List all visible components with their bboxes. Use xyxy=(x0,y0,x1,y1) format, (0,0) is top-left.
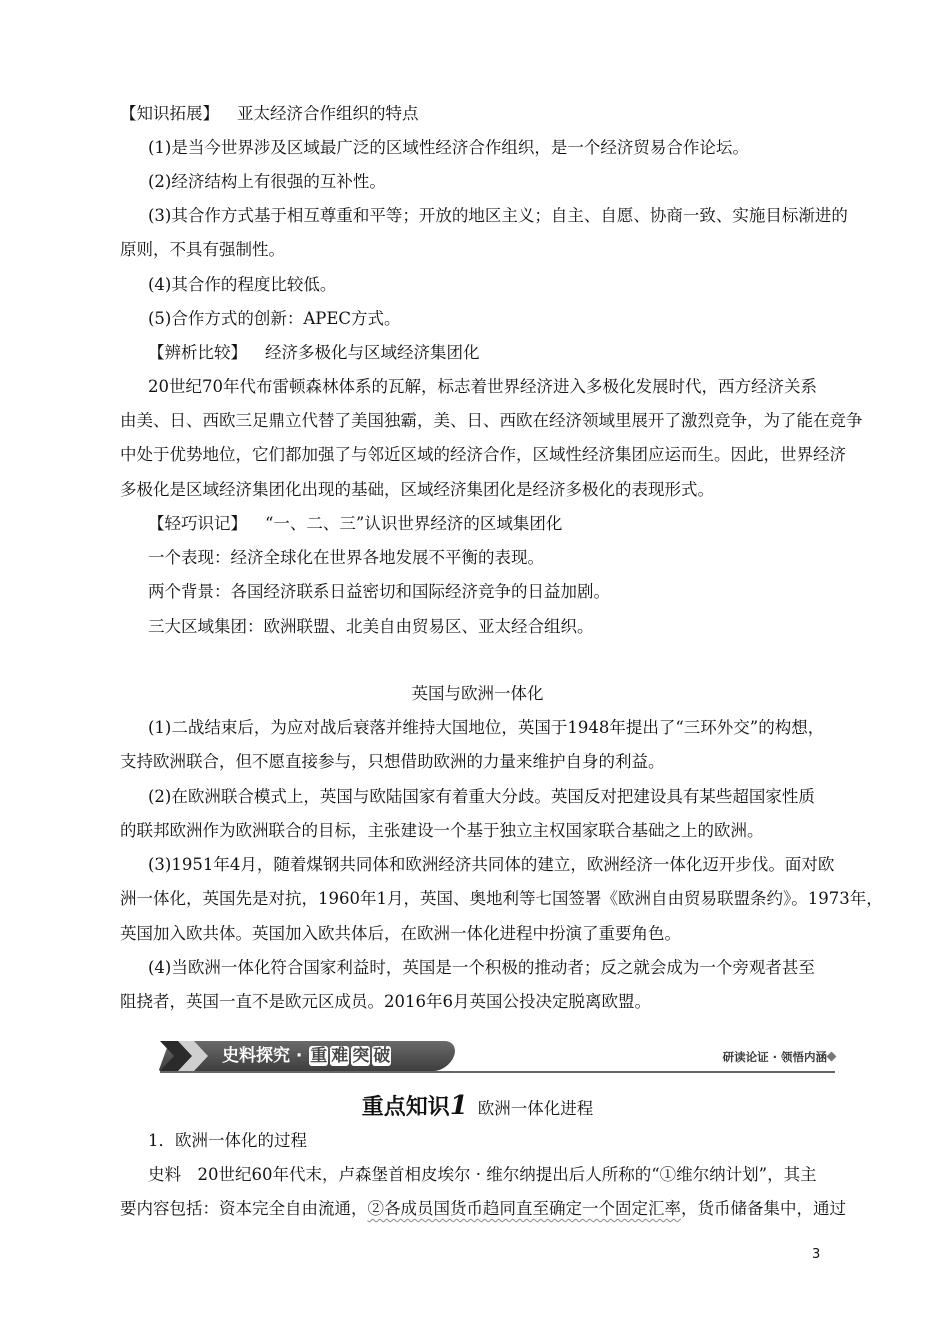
paragraph-line: 20世纪70年代布雷顿森林体系的瓦解，标志着世界经济进入多极化发展时代，西方经济关系 xyxy=(148,377,817,396)
banner-title xyxy=(222,1043,392,1069)
focus-label: 重点知识 xyxy=(361,1095,450,1120)
source-line xyxy=(120,1197,846,1221)
paragraph-line: 英国加入欧共体。英国加入欧共体后，在欧洲一体化进程中扮演了重要角色。 xyxy=(120,924,681,943)
paragraph-line: 阻挠者，英国一直不是欧元区成员。2016年6月英国公投决定脱离欧盟。 xyxy=(120,992,651,1011)
banner-title-char: 难 xyxy=(331,1046,349,1066)
paragraph-line: 一个表现：经济全球化在世界各地发展不平衡的表现。 xyxy=(148,548,544,567)
memory-heading xyxy=(148,512,863,536)
paragraph-line: (4)其合作的程度比较低。 xyxy=(148,275,337,294)
banner-rule xyxy=(160,1071,835,1073)
uk-heading: 英国与欧洲一体化 xyxy=(411,684,544,703)
paragraph-line: 洲一体化，英国先是对抗，1960年1月，英国、奥地利等七国签署《欧洲自由贸易联盟条约》。1973年， xyxy=(120,889,883,908)
banner-title-char: 重 xyxy=(310,1046,328,1066)
paragraph-line: (3)1951年4月，随着煤钢共同体和欧洲经济共同体的建立，欧洲经济一体化迈开步伐。面对欧 xyxy=(148,855,835,874)
banner-title-char: 破 xyxy=(373,1046,391,1066)
focus-item: 1．欧洲一体化的过程 xyxy=(148,1131,307,1150)
section-banner xyxy=(120,1041,835,1073)
double-chevron-icon xyxy=(160,1041,220,1071)
focus-number: 1 xyxy=(449,1091,468,1121)
paragraph-line: (2)经济结构上有很强的互补性。 xyxy=(148,172,386,191)
paragraph-line: 中处于优势地位，它们都加强了与邻近区域的经济合作，区域性经济集团应运而生。因此，世界经济 xyxy=(120,445,846,464)
paragraph-line: (1)是当今世界涉及区域最广泛的区域性经济合作组织，是一个经济贸易合作论坛。 xyxy=(148,138,749,157)
focus-subtitle: 欧洲一体化进程 xyxy=(477,1099,594,1118)
paragraph-line: (1)二战结束后，为应对战后衰落并维持大国地位，英国于1948年提出了“三环外交”的构想， xyxy=(148,718,825,737)
paragraph-line: (2)在欧洲联合模式上，英国与欧陆国家有着重大分歧。英国反对把建设具有某些超国家性质 xyxy=(148,787,815,806)
section-tag: 【辨析比较】 xyxy=(148,343,247,362)
knowledge-ext-heading xyxy=(120,102,835,126)
compare-heading xyxy=(148,341,863,365)
section-tag: 【轻巧识记】 xyxy=(148,514,247,533)
source-line: 史料 20世纪60年代末，卢森堡首相皮埃尔 · 维尔纳提出后人所称的“①维尔纳计划”，其主 xyxy=(148,1165,817,1184)
focus-heading xyxy=(120,1090,835,1121)
paragraph-line: 原则，不具有强制性。 xyxy=(120,240,285,259)
paragraph-line: (3)其合作方式基于相互尊重和平等；开放的地区主义；自主、自愿、协商一致、实施目标渐进的 xyxy=(148,206,848,225)
paragraph-line: (4)当欧洲一体化符合国家利益时，英国是一个积极的推动者；反之就会成为一个旁观者甚至 xyxy=(148,958,815,977)
source-text: 要内容包括：资本完全自由流通， xyxy=(120,1199,368,1218)
section-title: 亚太经济合作组织的特点 xyxy=(237,104,419,123)
paragraph-line: 三大区域集团：欧洲联盟、北美自由贸易区、亚太经合组织。 xyxy=(148,617,594,636)
section-tag: 【知识拓展】 xyxy=(120,104,219,123)
paragraph-line: 由美、日、西欧三足鼎立代替了美国独霸，美、日、西欧在经济领域里展开了激烈竞争，为了能在竞争 xyxy=(120,411,863,430)
banner-title-char: 突 xyxy=(352,1046,370,1066)
section-title: 经济多极化与区域经济集团化 xyxy=(265,343,480,362)
paragraph-line: 支持欧洲联合，但不愿直接参与，只想借助欧洲的力量来维护自身的利益。 xyxy=(120,752,665,771)
diamond-icon xyxy=(827,1052,837,1062)
wavy-underlined-text: ②各成员国货币趋同直至确定一个固定汇率 xyxy=(367,1199,681,1218)
paragraph-line: 两个背景：各国经济联系日益密切和国际经济竞争的日益加剧。 xyxy=(148,582,610,601)
source-text: ，货币储备集中，通过 xyxy=(681,1199,846,1218)
section-title: “一、二、三”认识世界经济的区域集团化 xyxy=(265,514,563,533)
paragraph-line: (5)合作方式的创新：APEC方式。 xyxy=(148,309,401,328)
banner-subtitle: 研读论证 · 领悟内涵 xyxy=(722,1050,827,1064)
paragraph-line: 多极化是区域经济集团化出现的基础，区域经济集团化是经济多极化的表现形式。 xyxy=(120,480,714,499)
page-number: 3 xyxy=(812,1247,821,1262)
paragraph-line: 的联邦欧洲作为欧洲联合的目标，主张建设一个基于独立主权国家联合基础之上的欧洲。 xyxy=(120,821,764,840)
banner-title-text: 史料探究 · xyxy=(222,1046,309,1066)
